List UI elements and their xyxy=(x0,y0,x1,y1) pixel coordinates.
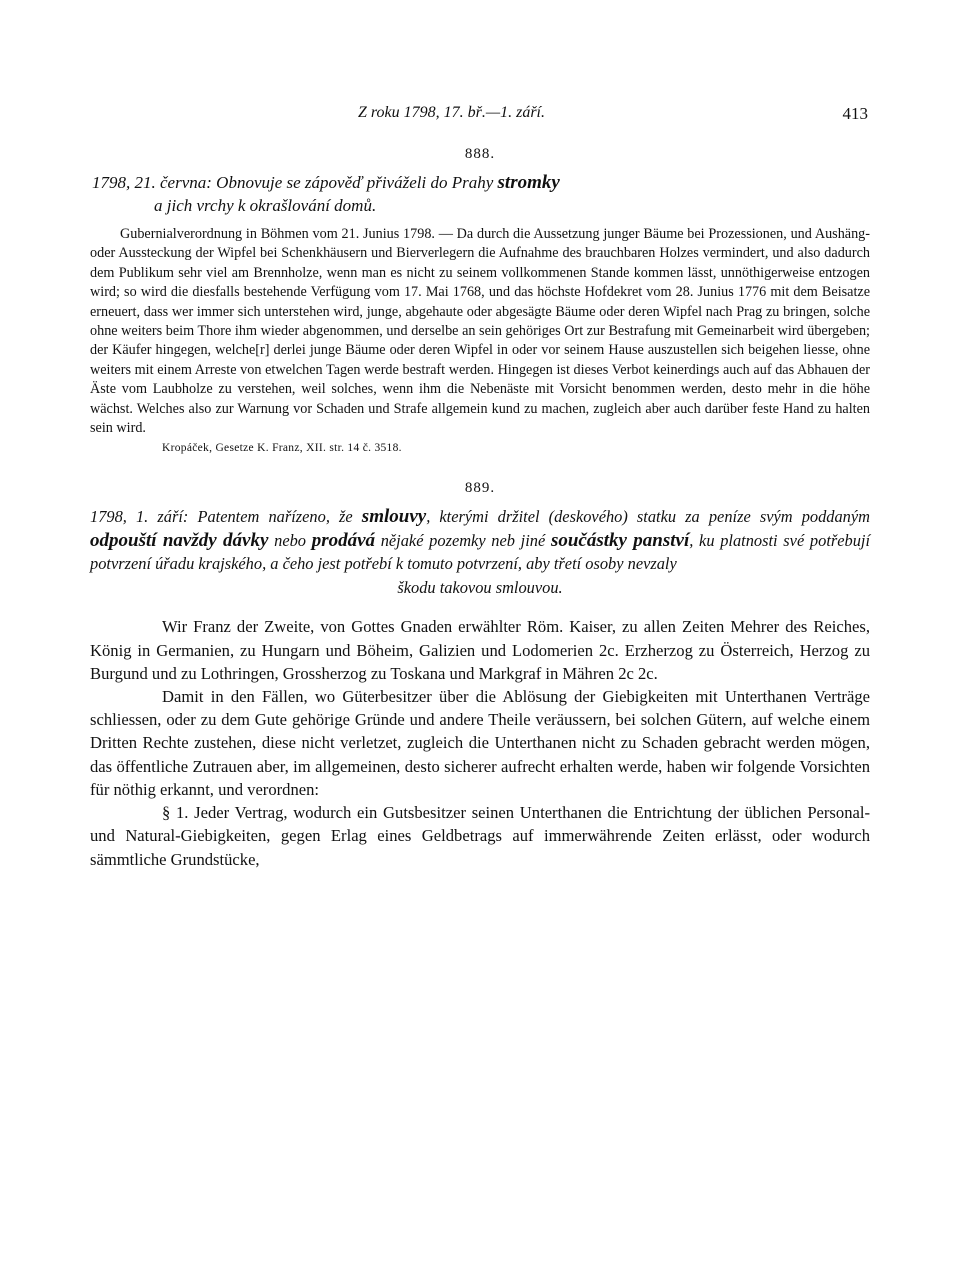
entry-heading xyxy=(90,505,870,599)
entry-body xyxy=(90,225,870,438)
heading-line-2: a jich vrchy k okrašlování domů. xyxy=(154,196,377,215)
body-paragraph: Damit in den Fällen, wo Güterbesitzer über die Ablösung der Giebigkeiten mit Unterthanen Verträge schliessen, oder zu dem Gute gehörige Gründe und andere Theile veräussern, bei solchen Gütern, auf welche einem Dritten Rechte zustehen, diese nicht verletzet, zugleich die Unterthanen nicht zu Schaden gebracht werden mögen, das öffentliche Zutrauen aber, im allgemeinen, desto sicherer aufrecht erhalten werde, haben wir folgende Vorsichten für nöthig erkannt, und verordnen: xyxy=(90,687,870,799)
entry-body xyxy=(90,615,870,870)
source-citation: Kropáček, Gesetze K. Franz, XII. str. 14 č. 3518. xyxy=(162,442,402,455)
entry-number: 889. xyxy=(464,480,496,497)
heading-text: , ku platnosti své potřebují potvrzení úřadu krajského, a čeho jest potřebí k tomuto potvrzení, aby třetí osoby nevzaly xyxy=(90,530,871,574)
heading-keyword: smlouvy xyxy=(361,506,427,528)
heading-last-line: škodu takovou smlouvou. xyxy=(397,577,563,597)
heading-text: 1798, 21. června: Obnovuje se zápověď přiváželi do Prahy xyxy=(92,173,498,192)
heading-keyword: součástky panství xyxy=(550,529,690,551)
heading-text: nebo xyxy=(268,530,312,550)
heading-text: , kterými držitel (deskového) statku za peníze svým poddaným xyxy=(426,507,870,527)
entry-888 xyxy=(90,146,870,454)
entry-number: 888. xyxy=(464,146,496,162)
document-page xyxy=(90,96,870,871)
heading-keyword: stromky xyxy=(497,172,560,193)
body-paragraph: § 1. Jeder Vertrag, wodurch ein Gutsbesitzer seinen Unterthanen die Entrichtung der üblichen Personal- und Natural-Giebigkeiten, gegen Erlag eines Geldbetrags auf immerwährende Zeiten erlässt, oder wodurch sämmtliche Grundstücke, xyxy=(90,803,870,869)
page-number: 413 xyxy=(842,104,868,123)
heading-text: 1798, 1. září: Patentem nařízeno, že xyxy=(90,507,362,527)
heading-keyword: prodává xyxy=(311,529,376,551)
body-paragraph: Wir Franz der Zweite, von Gottes Gnaden erwählter Röm. Kaiser, zu allen Zeiten Mehrer des Reiches, König in Germanien, zu Hungarn und Böheim, Galizien und Lodomerien 2c. Erzherzog zu Österreich, Herzog zu Burgund und zu Lothringen, Grossherzog zu Toskana und Markgraf in Mähren 2c 2c. xyxy=(90,617,870,683)
entry-889 xyxy=(90,480,870,870)
running-head-title: Z roku 1798, 17. bř.—1. září. xyxy=(358,104,545,121)
running-head xyxy=(90,96,870,136)
body-paragraph: Gubernialverordnung in Böhmen vom 21. Junius 1798. — Da durch die Aussetzung junger Bäume bei Prozessionen, und Aushäng- oder Aussteckung der Wipfel bei Schenkhäusern und Bierverlegern die Aufnahme des brauchbaren Holzes vermindert, und also dadurch dem Publikum sehr viel am Brennholze, wenn man es nicht zu seinem vollkommenen Stande kommen lässt, unnöthigerweise entzogen wird; so wird die diesfalls bestehende Verfügung vom 17. Mai 1768, und das höchste Hofdekret vom 28. Junius 1776 mit dem Beisatze erneuert, dass wer immer sich unterstehen wird, junge, abgehaute oder abgesägte Bäume oder deren Wipfel nach Prag zu bringen, solche ohne weiters beim Thore ihm wieder abgenommen, und derselbe an sein gehöriges Ort zur Bestrafung mit Gemeinarbeit wird übergeben; der Käufer hingegen, welche[r] derlei junge Bäume oder deren Wipfel in oder vor seinem Hause auszustellen sich beigehen liesse, ohne weiters mit einem Arreste von etwelchen Tagen werde bestraft werden. Hingegen ist dieses Verbot keinerdings auch auf das Abhauen der Äste vom Laubholze zu verstehen, weil solches, wenn ihm die Nebenäste mit Vorsicht benommen werden, desto mehr in die höhe wächst. Welches also zur Warnung vor Schaden und Strafe allgemein kund zu machen, zugleich aber auch darüber feste Hand zu halten sein wird. xyxy=(90,226,870,437)
heading-keyword: odpouští navždy dávky xyxy=(90,529,269,551)
entry-heading xyxy=(90,171,870,217)
heading-text: nějaké pozemky neb jiné xyxy=(375,530,551,550)
